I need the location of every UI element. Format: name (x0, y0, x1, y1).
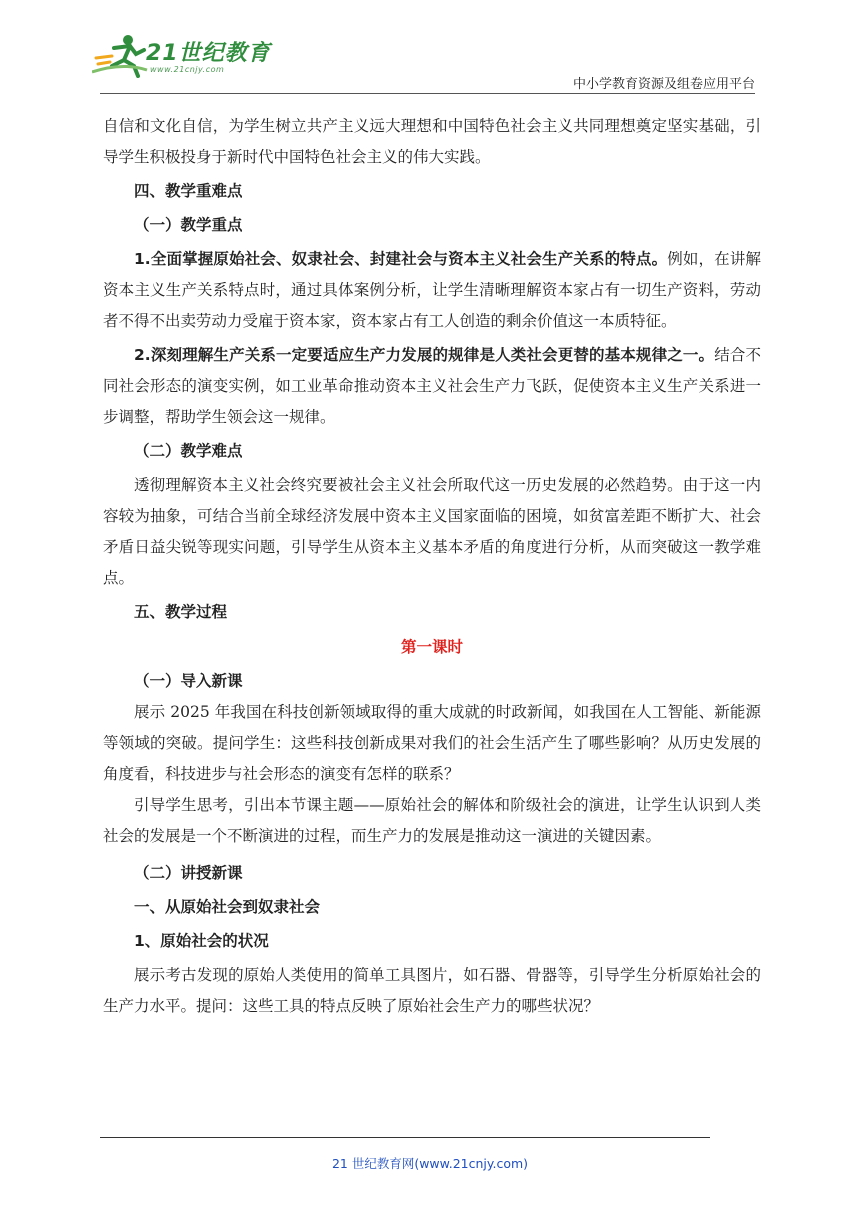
footer-link[interactable]: 21 世纪教育网(www.21cnjy.com) (331, 1156, 529, 1171)
paragraph: 展示 2025 年我国在科技创新领域取得的重大成就的时政新闻，如我国在人工智能、新能源等领域的突破。提问学生：这些科技创新成果对我们的社会生活产生了哪些影响？从历史发展的角度看，科技进步与社会形态的演变有怎样的联系？ (103, 703, 761, 783)
section-heading: 四、教学重难点 (134, 182, 243, 200)
footer-divider (100, 1137, 710, 1138)
key-point: 2.深刻理解生产关系一定要适应生产力发展的规律是人类社会更替的基本规律之一。 (134, 346, 715, 364)
lesson-title: 第一课时 (400, 638, 463, 656)
subsection-heading: （二）教学难点 (134, 442, 243, 460)
platform-name: 中小学教育资源及组卷应用平台 (572, 77, 755, 92)
logo-text: 21世纪教育 (146, 41, 271, 66)
topic-heading: 一、从原始社会到奴隶社会 (134, 898, 321, 916)
key-point: 1.全面掌握原始社会、奴隶社会、封建社会与资本主义社会生产关系的特点。 (134, 250, 668, 268)
paragraph: 透彻理解资本主义社会终究要被社会主义社会所取代这一历史发展的必然趋势。由于这一内容较为抽象，可结合当前全球经济发展中资本主义国家面临的困境，如贫富差距不断扩大、社会矛盾日益尖锐等现实问题，引导学生从资本主义基本矛盾的角度进行分析，从而突破这一教学难点。 (103, 476, 761, 587)
paragraph: 展示考古发现的原始人类使用的简单工具图片，如石器、骨器等，引导学生分析原始社会的生产力水平。提问：这些工具的特点反映了原始社会生产力的哪些状况？ (103, 966, 761, 1015)
topic-heading: 1、原始社会的状况 (134, 932, 269, 950)
page-header (0, 0, 860, 100)
key-point-detail: 例如，在讲解资本主义生产关系特点时，通过具体案例分析，让学生清晰理解资本家占有一切生产资料，劳动者不得不出卖劳动力受雇于资本家，资本家占有工人创造的剩余价值这一本质特征。 (103, 250, 761, 330)
subsection-heading: （一）导入新课 (134, 672, 243, 690)
key-point-detail: 结合不同社会形态的演变实例，如工业革命推动资本主义社会生产力飞跃，促使资本主义生产关系进一步调整，帮助学生领会这一规律。 (103, 346, 761, 426)
subsection-heading: （二）讲授新课 (134, 864, 243, 882)
subsection-heading: （一）教学重点 (134, 216, 243, 234)
paragraph: 引导学生思考，引出本节课主题——原始社会的解体和阶级社会的演进，让学生认识到人类社会的发展是一个不断演进的过程，而生产力的发展是推动这一演进的关键因素。 (103, 796, 761, 845)
paragraph (103, 244, 761, 337)
document-body (103, 111, 761, 1022)
section-heading: 五、教学过程 (134, 603, 228, 621)
header-divider (100, 93, 755, 94)
logo-url: www.21cnjy.com (150, 65, 225, 74)
paragraph (103, 340, 761, 433)
paragraph: 自信和文化自信，为学生树立共产主义远大理想和中国特色社会主义共同理想奠定坚实基础，引导学生积极投身于新时代中国特色社会主义的伟大实践。 (103, 117, 761, 166)
